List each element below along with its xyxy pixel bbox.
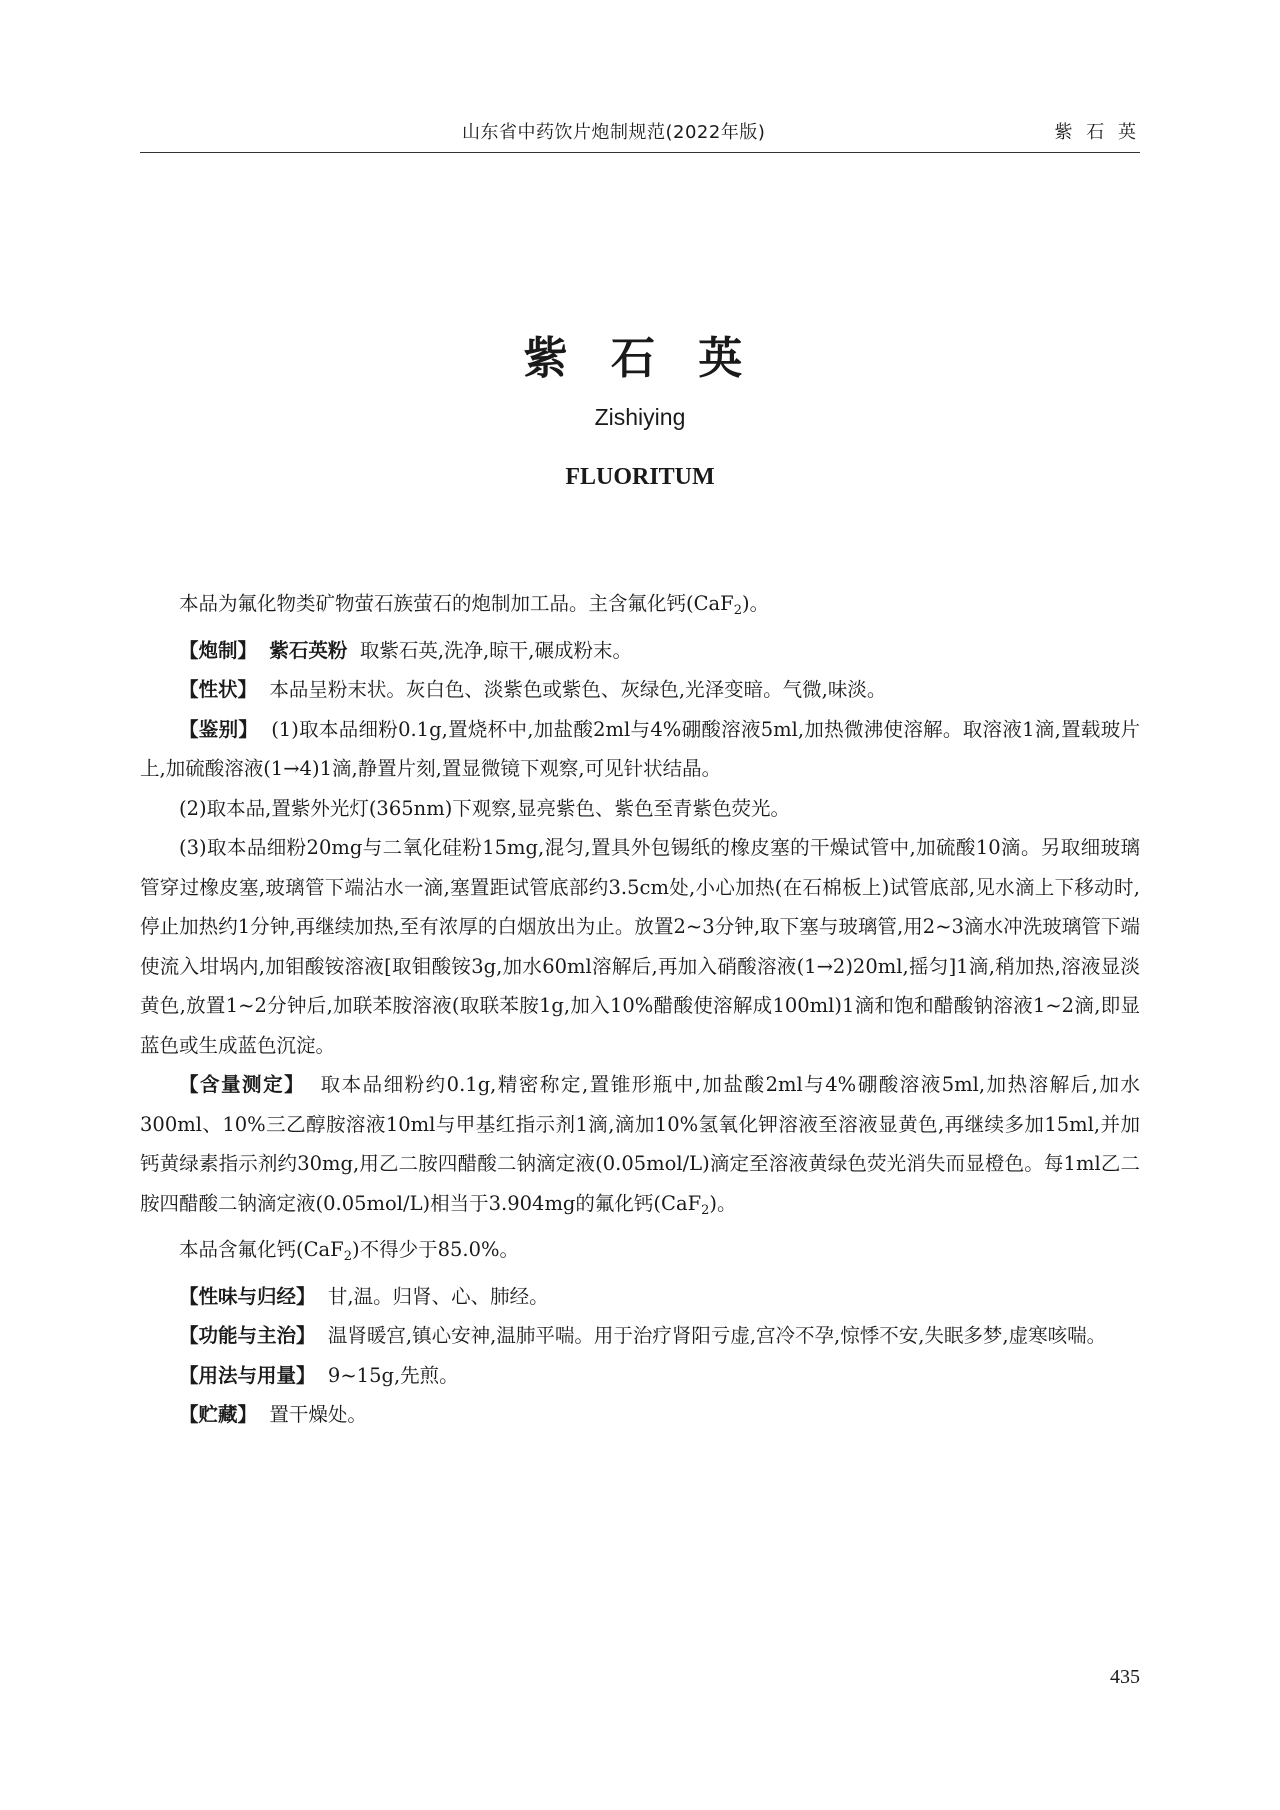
identification-item-2: (2)取本品,置紫外光灯(365nm)下观察,显亮紫色、紫色至青紫色荧光。 (179, 796, 791, 820)
storage-heading: 【贮藏】 (179, 1403, 258, 1426)
identification-heading: 【鉴别】 (179, 717, 259, 741)
assay-limit: 本品含氟化钙(CaF$_2$)不得少于85.0%。 (179, 1238, 520, 1264)
running-header (140, 114, 1140, 153)
character-section: 【性状】 本品呈粉末状。灰白色、淡紫色或紫色、灰绿色,光泽变暗。气微,味淡。 (179, 678, 887, 701)
book-title: 山东省中药饮片炮制规范(2022年版) (462, 122, 766, 143)
monograph-title-latin: FLUORITUM (565, 464, 715, 490)
processing-section: 【炮制】 紫石英粉 取紫石英,洗净,晾干,碾成粉末。 (179, 638, 632, 662)
intro-paragraph: 本品为氟化物类矿物萤石族萤石的炮制加工品。主含氟化钙(CaF$_2$)。 (179, 592, 770, 618)
nature-heading: 【性味与归经】 (179, 1284, 316, 1308)
usage-heading: 【用法与用量】 (179, 1363, 316, 1387)
monograph-title-chinese: 紫 石 英 (523, 333, 757, 384)
function-heading: 【功能与主治】 (179, 1324, 316, 1347)
identification-section: 【鉴别】 (1)取本品细粉0.1g,置烧杯中,加盐酸2ml与4%硼酸溶液5ml,加热微沸使溶解。取溶液1滴,置载玻片上,加硫酸溶液(1→4)1滴,静置片刻,置显微镜下观察,可见针状结晶。 (140, 717, 1140, 780)
identification-item-3: (3)取本品细粉20mg与二氧化硅粉15mg,混匀,置具外包锡纸的橡皮塞的干燥试管中,加硫酸10滴。另取细玻璃管穿过橡皮塞,玻璃管下端沾水一滴,塞置距试管底部约3.5cm处,小心加热(在石棉板上)试管底部,见水滴上下移动时,停止加热约1分钟,再继续加热,至有浓厚的白烟放出为止。放置2~3分钟,取下塞与玻璃管,用2~3滴水冲洗玻璃管下端使流入坩埚内,加钼酸铵溶液[取钼酸铵3g,加水60ml溶解后,再加入硝酸溶液(1→2)20ml,摇匀]1滴,稍加热,溶液显淡黄色,放置1~2分钟后,加联苯胺溶液(取联苯胺1g,加入10%醋酸使溶解成100ml)1滴和饱和醋酸钠溶液1~2滴,即显蓝色或生成蓝色沉淀。 (140, 836, 1140, 1057)
monograph-body (140, 584, 1140, 1435)
character-heading: 【性状】 (179, 678, 258, 701)
header-drug-name: 紫 石 英 (1054, 122, 1140, 143)
page-number: 435 (1110, 1666, 1140, 1688)
processing-heading: 【炮制】 (179, 638, 258, 662)
nature-section: 【性味与归经】 甘,温。归肾、心、肺经。 (179, 1284, 549, 1308)
usage-section: 【用法与用量】 9~15g,先煎。 (179, 1363, 459, 1387)
assay-section: 【含量测定】 取本品细粉约0.1g,精密称定,置锥形瓶中,加盐酸2ml与4%硼酸溶液5ml,加热溶解后,加水300ml、10%三乙醇胺溶液10ml与甲基红指示剂1滴,滴加10%氢氧化钾溶液至溶液显黄色,再继续多加15ml,并加钙黄绿素指示剂约30mg,用乙二胺四醋酸二钠滴定液(0.05mol/L)滴定至溶液黄绿色荧光消失而显橙色。每1ml乙二胺四醋酸二钠滴定液(0.05mol/L)相当于3.904mg的氟化钙(CaF$_2$)。 (140, 1073, 1140, 1218)
storage-section: 【贮藏】 置干燥处。 (179, 1403, 367, 1426)
monograph-title-pinyin: Zishiying (594, 404, 686, 430)
processing-product: 紫石英粉 (269, 638, 348, 662)
assay-heading: 【含量测定】 (179, 1073, 306, 1096)
function-section: 【功能与主治】 温肾暖宫,镇心安神,温肺平喘。用于治疗肾阳亏虚,宫冷不孕,惊悸不安,失眠多梦,虚寒咳喘。 (179, 1324, 1107, 1347)
